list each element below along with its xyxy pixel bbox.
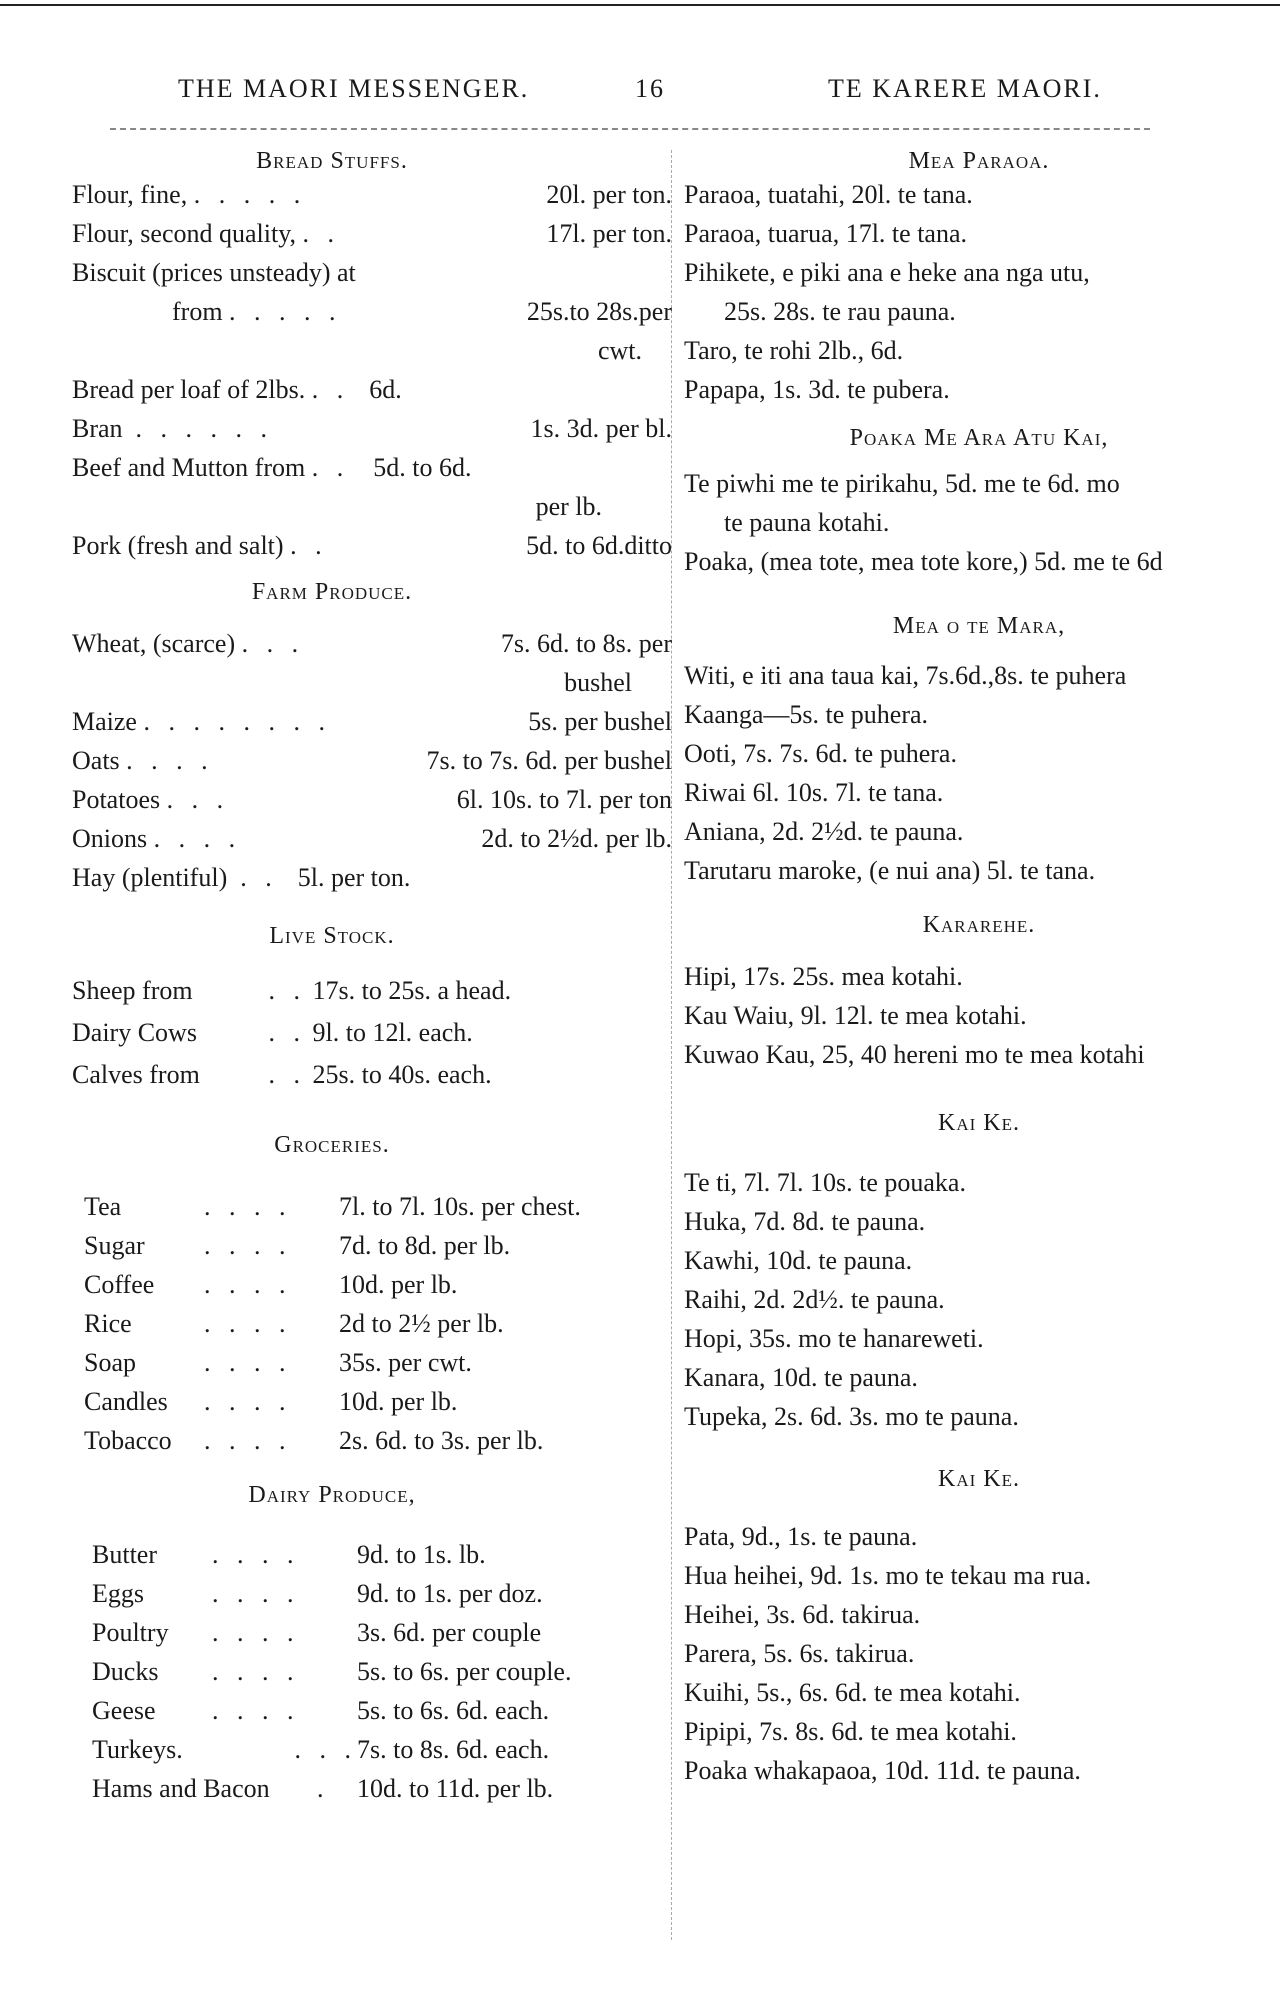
leader-dots: . . (302, 219, 341, 248)
table-row (92, 1769, 672, 1808)
english-column (72, 148, 672, 1808)
item-price: 9l. to 12l. each. (312, 1018, 473, 1047)
leader-dots: . . . (166, 785, 230, 814)
bread-stuffs-section (72, 148, 672, 565)
item-name: Geese (92, 1696, 156, 1725)
list-item: Heihei, 3s. 6d. takirua. (684, 1600, 921, 1629)
section-title: Groceries. (274, 1132, 390, 1158)
item-price: 10d. per lb. (339, 1387, 458, 1416)
header-title-english: THE MAORI MESSENGER. (178, 74, 530, 103)
leader-dots: . . (268, 1018, 306, 1047)
item-price: 5s. to 6s. per couple. (357, 1657, 572, 1686)
item-name: Sheep from (72, 976, 193, 1005)
table-row (72, 487, 672, 526)
leader-dots: . . . . . . . . (143, 707, 331, 736)
list-item: Kau Waiu, 9l. 12l. te mea kotahi. (684, 1001, 1027, 1030)
item-price: 9d. to 1s. per doz. (357, 1579, 543, 1608)
list-item: Aniana, 2d. 2½d. te pauna. (684, 817, 964, 846)
table-row (72, 702, 672, 741)
list-item: Pihikete, e piki ana e heke ana nga utu, (684, 258, 1090, 287)
item-price: per lb. (535, 492, 602, 521)
leader-dots: . . . . (126, 746, 214, 775)
table-row (92, 1613, 672, 1652)
leader-dots: . . . . . . (135, 414, 274, 443)
item-price: 10d. to 11d. per lb. (357, 1774, 554, 1803)
item-name: Potatoes (72, 785, 161, 814)
table-row (72, 370, 672, 409)
farm-produce-section (72, 579, 672, 897)
item-name: Ducks (92, 1657, 159, 1686)
list-item: Raihi, 2d. 2d½. te pauna. (684, 1285, 945, 1314)
leader-dots: . . (268, 976, 306, 1005)
list-item: Kawhi, 10d. te pauna. (684, 1246, 913, 1275)
item-price: 5s. per bushel (528, 707, 672, 736)
item-price: 7l. to 7l. 10s. per chest. (339, 1192, 581, 1221)
leader-dots: . (317, 1774, 330, 1803)
table-row (72, 175, 672, 214)
section-title: Farm Produce. (251, 579, 413, 605)
kai-ke-section-1 (684, 1110, 1274, 1436)
item-name: Pork (fresh and salt) (72, 531, 284, 560)
header-rule (110, 128, 1150, 130)
item-name: Candles (84, 1387, 168, 1416)
item-name: Soap (84, 1348, 136, 1377)
list-item: Pipipi, 7s. 8s. 6d. te mea kotahi. (684, 1717, 1017, 1746)
table-row (84, 1343, 672, 1382)
leader-dots: . . . . (212, 1657, 300, 1686)
table-row (84, 1226, 672, 1265)
section-title: Mea Paraoa. (908, 148, 1050, 174)
leader-dots: . . . (241, 629, 305, 658)
leader-dots: . . . . (212, 1540, 300, 1569)
item-price: 25s. to 40s. each. (312, 1060, 492, 1089)
section-title: Poaka Me Ara Atu Kai, (849, 425, 1109, 451)
item-price: 25s.to 28s.per (526, 297, 672, 326)
item-name: Poultry (92, 1618, 169, 1647)
table-row (72, 253, 672, 292)
item-price: 1s. 3d. per bl. (530, 414, 672, 443)
list-item: 25s. 28s. te rau pauna. (724, 297, 956, 326)
table-row (84, 1265, 672, 1304)
leader-dots: . . . . (212, 1618, 300, 1647)
list-item: Paraoa, tuatahi, 20l. te tana. (684, 180, 973, 209)
item-price: 2d to 2½ per lb. (339, 1309, 504, 1338)
section-title: Kai Ke. (938, 1110, 1020, 1136)
item-name: Rice (84, 1309, 132, 1338)
live-stock-section (72, 923, 672, 1096)
maori-column (684, 148, 1274, 1790)
list-item: Hipi, 17s. 25s. mea kotahi. (684, 962, 963, 991)
leader-dots: . . . (294, 1735, 357, 1764)
list-item: Te piwhi me te pirikahu, 5d. me te 6d. mo (684, 469, 1120, 498)
list-item: Taro, te rohi 2lb., 6d. (684, 336, 904, 365)
list-item: Hopi, 35s. mo te hanareweti. (684, 1324, 984, 1353)
header-title-maori: TE KARERE MAORI. (828, 74, 1102, 103)
table-row (72, 819, 672, 858)
table-row (92, 1574, 672, 1613)
item-price: 6d. (369, 375, 402, 404)
item-price: 7d. to 8d. per lb. (339, 1231, 511, 1260)
list-item: Pata, 9d., 1s. te pauna. (684, 1522, 918, 1551)
item-name: Flour, fine, (72, 180, 188, 209)
item-name: Coffee (84, 1270, 155, 1299)
item-name: Maize (72, 707, 137, 736)
leader-dots: . . . . . (229, 297, 342, 326)
item-name: Hams and Bacon (92, 1774, 270, 1803)
price-list (72, 175, 672, 565)
list-item: Kanara, 10d. te pauna. (684, 1363, 918, 1392)
kararehe-section (684, 912, 1274, 1074)
list-item: Huka, 7d. 8d. te pauna. (684, 1207, 926, 1236)
table-row (72, 858, 672, 897)
item-price: 2d. to 2½d. per lb. (481, 824, 672, 853)
section-title: Dairy Produce, (248, 1482, 416, 1508)
item-price: 17s. to 25s. a head. (312, 976, 512, 1005)
item-name: Calves from (72, 1060, 200, 1089)
item-price: 35s. per cwt. (339, 1348, 472, 1377)
leader-dots: . . . . (204, 1426, 292, 1455)
item-name: Biscuit (prices unsteady) at (72, 258, 356, 287)
item-price: 10d. per lb. (339, 1270, 458, 1299)
section-title: Kararehe. (922, 912, 1036, 938)
table-row (72, 624, 672, 663)
item-price: bushel (564, 668, 632, 697)
item-name: Wheat, (scarce) (72, 629, 236, 658)
price-list (72, 1187, 672, 1460)
item-name: Turkeys. (92, 1735, 183, 1764)
dairy-produce-section (72, 1482, 672, 1808)
item-name: Onions (72, 824, 148, 853)
section-title: Live Stock. (269, 923, 395, 949)
mea-o-te-mara-section (684, 613, 1274, 890)
leader-dots: . . . . (204, 1387, 292, 1416)
item-price: 5d. to 6d.ditto (526, 531, 672, 560)
table-row (72, 409, 672, 448)
leader-dots: . . (268, 1060, 306, 1089)
section-title: Bread Stuffs. (256, 148, 408, 174)
item-name: Beef and Mutton from (72, 453, 306, 482)
leader-dots: . . (290, 531, 328, 560)
table-row (72, 526, 672, 565)
leader-dots: . . . . (153, 824, 242, 853)
leader-dots: . . (311, 453, 350, 482)
item-name: Bran (72, 414, 123, 443)
leader-dots: . . . . (212, 1696, 300, 1725)
item-price: 5l. per ton. (297, 863, 411, 892)
price-list (72, 624, 672, 897)
section-title: Kai Ke. (938, 1466, 1020, 1492)
table-row (72, 780, 672, 819)
list-item: Witi, e iti ana taua kai, 7s.6d.,8s. te puhera (684, 661, 1127, 690)
table-row (84, 1304, 672, 1343)
table-row (72, 1012, 672, 1054)
item-name: Oats (72, 746, 120, 775)
table-row (92, 1652, 672, 1691)
list-item: Hua heihei, 9d. 1s. mo te tekau ma rua. (684, 1561, 1092, 1590)
leader-dots: . . . . (204, 1192, 292, 1221)
list-item: Kuihi, 5s., 6s. 6d. te mea kotahi. (684, 1678, 1021, 1707)
item-name: Sugar (84, 1231, 145, 1260)
item-price: 17l. per ton. (546, 219, 672, 248)
list-item: te pauna kotahi. (724, 508, 890, 537)
leader-dots: . . . . (204, 1231, 292, 1260)
list-item: Poaka, (mea tote, mea tote kore,) 5d. me te 6d (684, 547, 1163, 576)
item-price: 20l. per ton. (546, 180, 672, 209)
item-name: Dairy Cows (72, 1018, 197, 1047)
list-item: Te ti, 7l. 7l. 10s. te pouaka. (684, 1168, 966, 1197)
item-name: Tea (84, 1192, 122, 1221)
kai-ke-section-2 (684, 1466, 1274, 1790)
table-row (72, 741, 672, 780)
section-title: Mea o te Mara, (892, 613, 1066, 639)
list-item: Riwai 6l. 10s. 7l. te tana. (684, 778, 944, 807)
item-price: 5d. to 6d. (373, 453, 472, 482)
poaka-section (684, 425, 1274, 581)
price-list (72, 1535, 672, 1808)
table-row (92, 1730, 672, 1769)
table-row (84, 1187, 672, 1226)
table-row (92, 1535, 672, 1574)
leader-dots: . . (240, 863, 278, 892)
leader-dots: . . (311, 375, 350, 404)
leader-dots: . . . . (212, 1579, 300, 1608)
leader-dots: . . . . (204, 1270, 292, 1299)
item-name: from (172, 297, 223, 326)
item-price: 7s. 6d. to 8s. per (500, 629, 672, 658)
leader-dots: . . . . . (193, 180, 307, 209)
table-row (72, 663, 672, 702)
price-list (72, 970, 672, 1096)
item-name: Bread per loaf of 2lbs. (72, 375, 306, 404)
list-item: Poaka whakapaoa, 10d. 11d. te pauna. (684, 1756, 1081, 1785)
list-item: Tarutaru maroke, (e nui ana) 5l. te tana. (684, 856, 1096, 885)
item-price: cwt. (597, 336, 642, 365)
item-price: 6l. 10s. to 7l. per ton (456, 785, 672, 814)
list-item: Parera, 5s. 6s. takirua. (684, 1639, 915, 1668)
list-item: Papapa, 1s. 3d. te pubera. (684, 375, 950, 404)
mea-paraoa-section (684, 148, 1274, 409)
item-price: 5s. to 6s. 6d. each. (357, 1696, 550, 1725)
table-row (72, 970, 672, 1012)
table-row (72, 292, 672, 331)
table-row (72, 214, 672, 253)
item-name: Hay (plentiful) (72, 863, 228, 892)
page-number: 16 (635, 74, 665, 103)
item-name: Butter (92, 1540, 157, 1569)
list-item: Kuwao Kau, 25, 40 hereni mo te mea kotahi (684, 1040, 1145, 1069)
item-price: 7s. to 7s. 6d. per bushel (426, 746, 672, 775)
item-price: 2s. 6d. to 3s. per lb. (339, 1426, 544, 1455)
top-border-line (0, 4, 1280, 6)
table-row (72, 448, 672, 487)
leader-dots: . . . . (204, 1348, 292, 1377)
list-item: Tupeka, 2s. 6d. 3s. mo te pauna. (684, 1402, 1019, 1431)
item-price: 7s. to 8s. 6d. each. (357, 1735, 550, 1764)
list-item: Paraoa, tuarua, 17l. te tana. (684, 219, 967, 248)
list-item: Kaanga—5s. te puhera. (684, 700, 929, 729)
table-row (84, 1421, 672, 1460)
groceries-section (72, 1132, 672, 1460)
item-price: 3s. 6d. per couple (357, 1618, 542, 1647)
table-row (72, 1054, 672, 1096)
item-name: Tobacco (84, 1426, 172, 1455)
table-row (84, 1382, 672, 1421)
table-row (72, 331, 672, 370)
item-name: Flour, second quality, (72, 219, 297, 248)
item-price: 9d. to 1s. lb. (357, 1540, 486, 1569)
list-item: Ooti, 7s. 7s. 6d. te puhera. (684, 739, 957, 768)
item-name: Eggs (92, 1579, 144, 1608)
table-row (92, 1691, 672, 1730)
leader-dots: . . . . (204, 1309, 292, 1338)
